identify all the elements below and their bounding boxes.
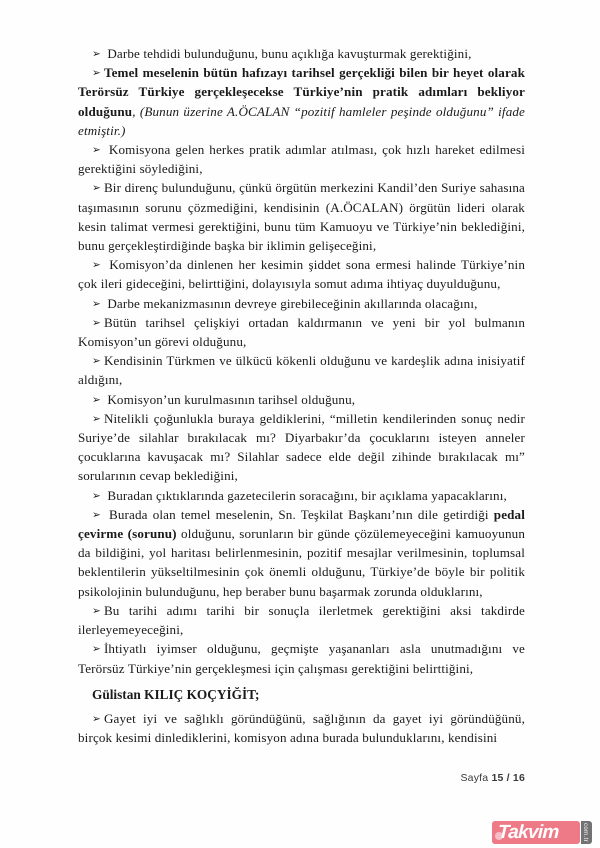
paragraph-text: Komisyon’un kurulmasının tarihsel olduğunu,: [107, 391, 356, 407]
paragraph-text-italic: (Bunun üzerine A.ÖCALAN “pozitif hamleler peşinde olduğunu” ifade etmiştir.): [78, 103, 525, 138]
footer-label: Sayfa: [460, 772, 489, 784]
arrow-bullet-icon: ➢: [92, 67, 101, 80]
bullet-paragraph: [78, 255, 525, 293]
arrow-bullet-icon: ➢: [92, 48, 101, 60]
takvim-watermark-logo: [492, 821, 592, 844]
arrow-bullet-icon: ➢: [92, 259, 101, 272]
paragraph-text: Bir direnç bulunduğunu, çünkü örgütün merkezini Kandil’den Suriye sahasına taşımasının sorunu çözmediğini, kendisinin (A.ÖCALAN) örgütün lideri olarak kesin talimat vermesi gerektiğini, bunu tüm Kamuoyu ve Türkiye’nin beklediğini, bunu gerçekleştirdiğinde başka bir iklimin gelişeceğini,: [78, 180, 525, 254]
footer-separator: /: [506, 772, 510, 784]
watermark-brand-text: Takvim: [497, 822, 559, 843]
paragraph-text: Burada olan temel meselenin, Sn. Teşkilat Başkanı’nın dile getirdiği: [109, 506, 494, 522]
footer-total-pages: 16: [512, 772, 525, 784]
paragraph-text-bold: Temel meselenin bütün hafızayı tarihsel gerçekliği bilen bir heyet olarak Terörsüz Türkiye gerçekleşecekse Türkiye’nin pratik adımları bekliyor olduğunu: [78, 65, 525, 119]
paragraph-text: ,: [132, 103, 140, 119]
speaker-heading: Gülistan KILIÇ KOÇYİĞİT;: [92, 686, 260, 702]
watermark-domain-tab: [581, 821, 592, 844]
arrow-bullet-icon: ➢: [92, 355, 101, 368]
bullet-paragraph: [78, 351, 525, 389]
bullet-paragraph: [78, 63, 525, 140]
paragraph-text: Nitelikli çoğunlukla buraya geldiklerini, “milletin kendilerinden sonuç nedir Suriye’de silahlar bırakılacak mı? Diyarbakır’da çocuklarını isteyen anneler çocuklarına kavuşacak mı? Silahlar sadece elde değil zihinde bırakılacak mı” sorularının cevap beklediğini,: [78, 410, 525, 484]
paragraph-text: Buradan çıktıklarında gazetecilerin soracağını, bir açıklama yapacaklarını,: [107, 487, 507, 503]
paragraph-text: Darbe tehdidi bulunduğunu, bunu açıklığa kavuşturmak gerektiğini,: [107, 46, 472, 61]
arrow-bullet-icon: ➢: [92, 412, 101, 425]
arrow-bullet-icon: ➢: [92, 604, 101, 617]
paragraph-text: Bütün tarihsel çelişkiyi ortadan kaldırmanın ve yeni bir yol bulmanın Komisyon’un görevi olduğunu,: [78, 314, 525, 350]
paragraph-text-bold: pedal çevirme (sorunu): [78, 506, 525, 542]
bullet-paragraph: [78, 639, 525, 677]
arrow-bullet-icon: ➢: [92, 643, 101, 656]
bullet-paragraph: [78, 601, 525, 639]
arrow-bullet-icon: ➢: [92, 182, 101, 195]
arrow-bullet-icon: ➢: [92, 393, 101, 406]
paragraph-text: Darbe mekanizmasının devreye girebileceğinin akıllarında olacağını,: [107, 295, 478, 311]
paragraph-text: İhtiyatlı iyimser olduğunu, geçmişte yaşananları asla unutmadığını ve Terörsüz Türkiye’nin gerçekleşmesi için çalışması gerektiğini belirttiğini,: [78, 641, 525, 676]
document-body: [78, 44, 525, 747]
bullet-paragraph: [78, 140, 525, 178]
bullet-paragraph: [78, 709, 525, 747]
bullet-paragraph: [78, 313, 525, 351]
bullet-paragraph: [78, 390, 525, 409]
paragraph-text: Komisyon’da dinlenen her kesimin şiddet sona ermesi halinde Türkiye’nin çok ileri gideceğini, belirttiğini, dolayısıyla somut adıma ihtiyaç duyulduğunu,: [78, 257, 525, 292]
arrow-bullet-icon: ➢: [92, 144, 101, 157]
arrow-bullet-icon: ➢: [92, 489, 101, 502]
bullet-paragraph: [78, 294, 525, 313]
page-footer: [78, 772, 525, 784]
paragraph-text: olduğunu, sorunların bir günde çözülemeyeceğini kamuoyunun da bildiğini, yol haritası belirlenmesinin, pozitif mesajlar verilmesinin, toplumsal beklentilerin yükseltilmesinin çok önemli olduğunu, Türkiye’de böyle bir politik psikolojinin bulunduğunu, hep beraber bunu başarmak zorunda olduklarını,: [78, 526, 525, 599]
arrow-bullet-icon: ➢: [92, 508, 101, 521]
bullet-paragraph: [78, 409, 525, 486]
arrow-bullet-icon: ➢: [92, 712, 101, 725]
watermark-domain-text: com.tr: [582, 823, 589, 842]
bullet-paragraph: [78, 178, 525, 255]
paragraph-text: Gayet iyi ve sağlıklı göründüğünü, sağlığının da gayet iyi göründüğünü, birçok kesimi dinlediklerini, komisyon adına burada bulunduklarını, kendisini: [78, 710, 525, 746]
bullet-paragraph: [78, 505, 525, 601]
paragraph-text: Komisyona gelen herkes pratik adımlar atılması, çok hızlı hareket edilmesi gerektiğini söylediğini,: [78, 142, 525, 177]
paragraph-text: Kendisinin Türkmen ve ülkücü kökenli olduğunu ve kardeşlik adına inisiyatif aldığını,: [78, 353, 525, 388]
bullet-paragraph: [78, 486, 525, 505]
bullet-paragraph: [78, 44, 525, 63]
footer-current-page: 15: [491, 772, 504, 784]
arrow-bullet-icon: ➢: [92, 297, 101, 310]
paragraph-text: Bu tarihi adımı tarihi bir sonuçla ilerletmek gerektiğini aksi takdirde ilerleyemeyeceğini,: [78, 602, 525, 638]
arrow-bullet-icon: ➢: [92, 316, 101, 329]
